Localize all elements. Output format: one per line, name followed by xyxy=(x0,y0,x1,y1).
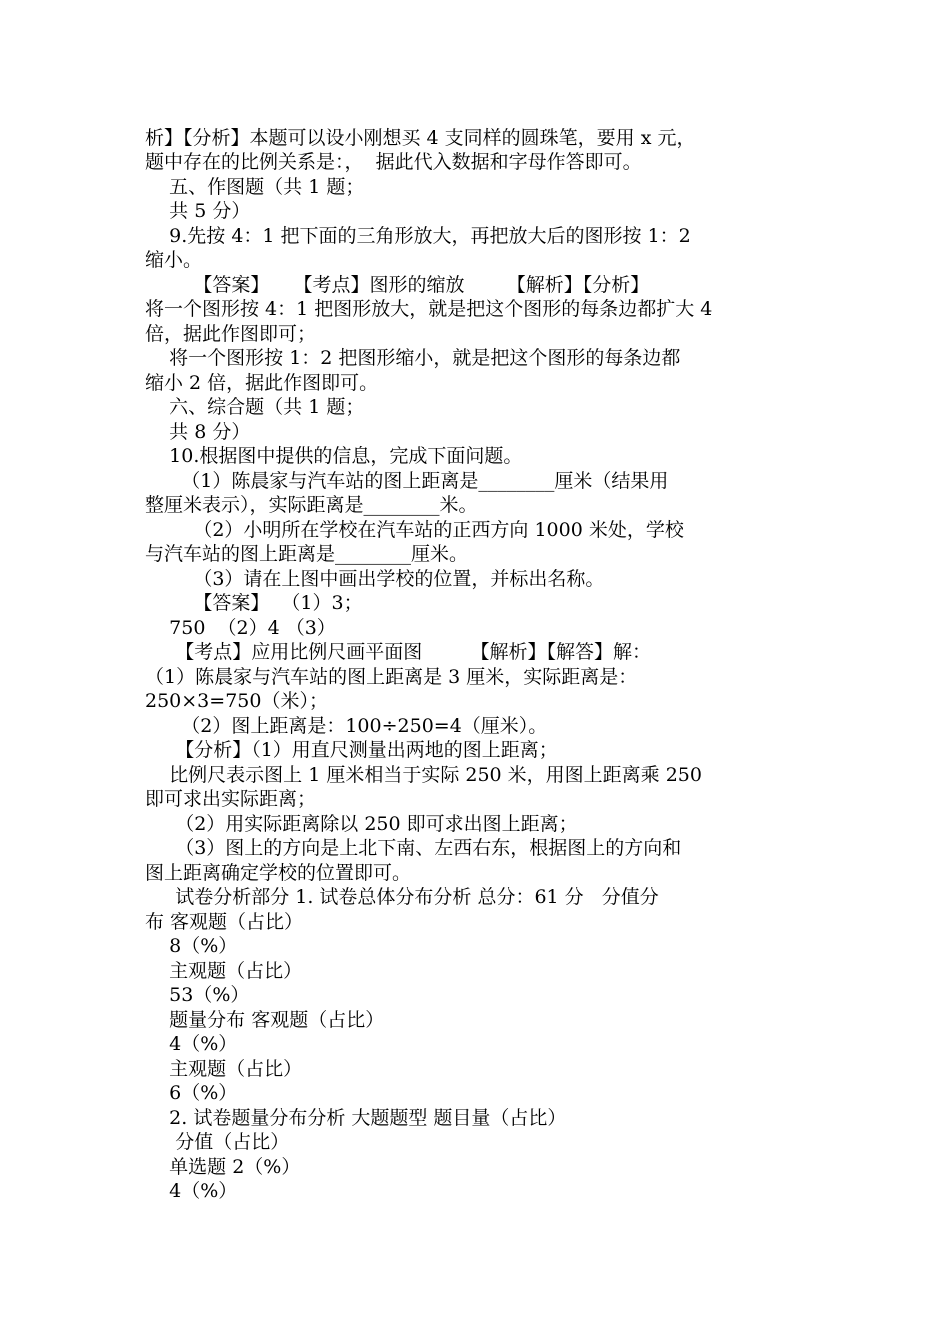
text-line: 分值（占比） xyxy=(145,1131,290,1153)
text-line: 与汽车站的图上距离是________厘米。 xyxy=(145,543,469,565)
question-text: 9.先按 4：1 把下面的三角形放大，再把放大后的图形按 1：2 xyxy=(145,225,691,247)
text-line: 布 客观题（占比） xyxy=(145,911,304,933)
section-heading: 六、综合题（共 1 题； xyxy=(145,396,365,418)
text-line: 将一个图形按 1：2 把图形缩小，就是把这个图形的每条边都 xyxy=(145,347,681,369)
text-line: 主观题（占比） xyxy=(145,1058,303,1080)
text-line: 题中存在的比例关系是：， 据此代入数据和字母作答即可。 xyxy=(145,151,642,173)
text-line: 【分析】（1）用直尺测量出两地的图上距离； xyxy=(145,739,558,761)
text-line: 共 5 分） xyxy=(145,200,251,222)
text-line: 将一个图形按 4：1 把图形放大，就是把这个图形的每条边都扩大 4 xyxy=(145,298,713,320)
text-line: 单选题 2（%） xyxy=(145,1156,301,1178)
text-line: 6（%） xyxy=(145,1082,238,1104)
text-line: 53（%） xyxy=(145,984,250,1006)
text-line: （2）小明所在学校在汽车站的正西方向 1000 米处，学校 xyxy=(145,519,684,541)
text-line: （2）图上距离是：100÷250=4（厘米）。 xyxy=(145,715,548,737)
text-line: 2. 试卷题量分布分析 大题题型 题目量（占比） xyxy=(145,1107,567,1129)
text-line: 【考点】应用比例尺画平面图 【解析】【解答】解： xyxy=(145,641,652,663)
text-line: 图上距离确定学校的位置即可。 xyxy=(145,862,412,884)
section-heading: 五、作图题（共 1 题； xyxy=(145,176,365,198)
text-line: 4（%） xyxy=(145,1033,238,1055)
text-line: （3）请在上图中画出学校的位置，并标出名称。 xyxy=(145,568,605,590)
text-line: 倍，据此作图即可； xyxy=(145,323,317,345)
text-line: 即可求出实际距离； xyxy=(145,788,317,810)
text-line: 缩小。 xyxy=(145,249,203,271)
answer-line: 【答案】 （1）3； xyxy=(145,592,363,614)
text-line: （2）用实际距离除以 250 即可求出图上距离； xyxy=(145,813,578,835)
text-line: 共 8 分） xyxy=(145,421,251,443)
answer-line: 【答案】 【考点】图形的缩放 【解析】【分析】 xyxy=(145,274,650,296)
text-line: 4（%） xyxy=(145,1180,238,1202)
text-line: （3）图上的方向是上北下南、左西右东，根据图上的方向和 xyxy=(145,837,682,859)
text-line: 主观题（占比） xyxy=(145,960,303,982)
question-text: 10.根据图中提供的信息，完成下面问题。 xyxy=(145,445,523,467)
text-line: 250×3=750（米）； xyxy=(145,690,328,712)
text-line: （1）陈晨家与汽车站的图上距离是 3 厘米，实际距离是： xyxy=(145,666,638,688)
text-line: 题量分布 客观题（占比） xyxy=(145,1009,385,1031)
section-heading: 试卷分析部分 1. 试卷总体分布分析 总分：61 分 分值分 xyxy=(145,886,659,908)
text-line: 析】【分析】本题可以设小刚想买 4 支同样的圆珠笔，要用 x 元， xyxy=(145,127,696,149)
text-line: （1）陈晨家与汽车站的图上距离是________厘米（结果用 xyxy=(145,470,669,492)
text-line: 750 （2）4 （3） xyxy=(145,617,336,639)
text-line: 比例尺表示图上 1 厘米相当于实际 250 米，用图上距离乘 250 xyxy=(145,764,702,786)
text-line: 缩小 2 倍，据此作图即可。 xyxy=(145,372,379,394)
text-line: 8（%） xyxy=(145,935,238,957)
text-line: 整厘米表示），实际距离是________米。 xyxy=(145,494,478,516)
